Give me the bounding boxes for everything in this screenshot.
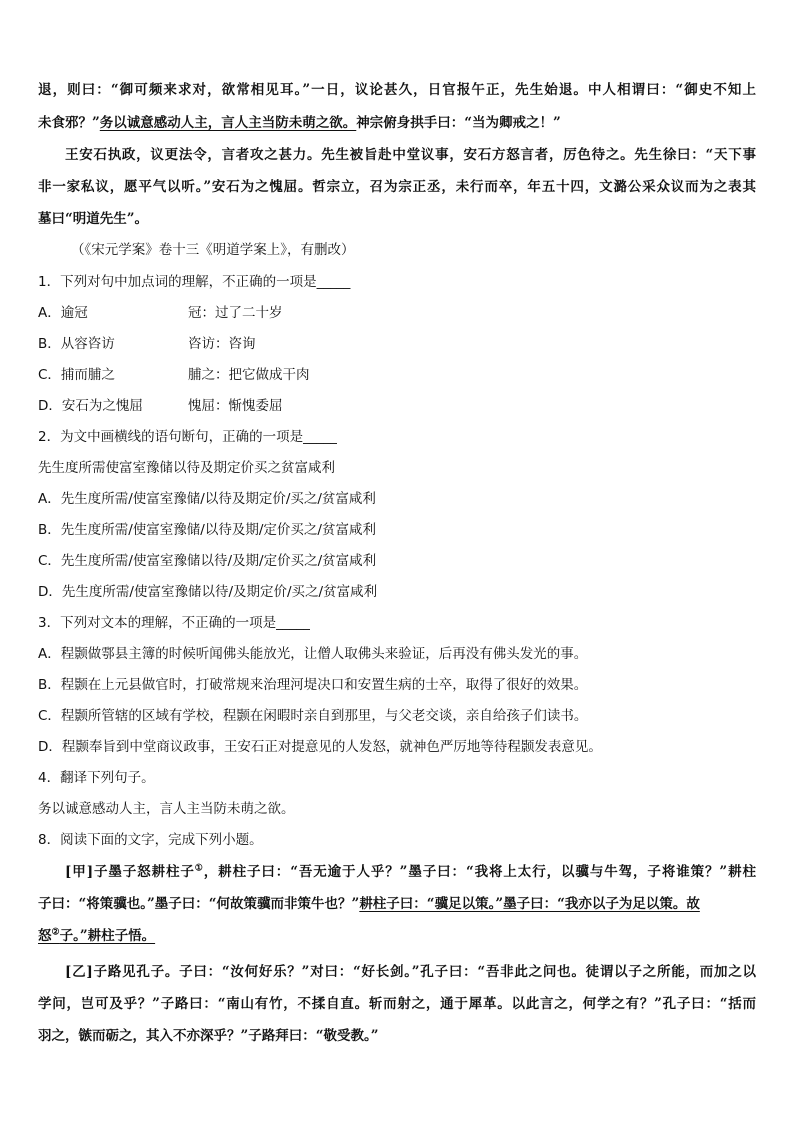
passage-source: （《宋元学案》卷十三《明道学案上》，有删改） — [71, 242, 355, 258]
question-1-option-d: D．安石为之愧屈 愧屈：惭愧委屈 — [38, 398, 283, 414]
question-2-option-d: D．先生度所需/使富室豫储以待/及期定价/买之/贫富咸利 — [38, 584, 378, 600]
passage-line-2: 未食邪？”务以诚意感动人主，言人主当防未萌之欲。神宗俯身拱手曰：“当为卿戒之！” — [38, 115, 561, 131]
question-3-stem: 3．下列对文本的理解，不正确的一项是_____ — [38, 615, 310, 631]
passage-yi-line-1: [乙]子路见孔子。子曰：“汝何好乐？”对曰：“好长剑。”孔子曰：“吾非此之问也。徒谓以子之所能，而加之以 — [65, 964, 756, 980]
passage-line-5: 墓曰“明道先生”。 — [38, 211, 149, 227]
question-4-sentence: 务以诚意感动人主，言人主当防未萌之欲。 — [38, 801, 295, 817]
question-1-option-b: B．从容咨访 咨访：咨询 — [38, 336, 256, 352]
passage-line-3: 王安石执政，议更法令，言者攻之甚力。先生被旨赴中堂议事，安石方怒言者，厉色待之。先生徐曰：“天下事 — [65, 147, 756, 163]
question-3-option-b: B．程颢在上元县做官时，打破常规来治理河堤决口和安置生病的士卒，取得了很好的效果。 — [38, 677, 588, 693]
question-2-option-c: C．先生度所需/使富室豫储以待/及期/定价买之/贫富咸利 — [38, 553, 377, 569]
passage-yi-line-3: 羽之，镞而砺之，其入不亦深乎？”子路拜曰：“敬受教。” — [38, 1028, 379, 1044]
question-8-stem: 8．阅读下面的文字，完成下列小题。 — [38, 832, 263, 848]
question-4-stem: 4．翻译下列句子。 — [38, 770, 155, 786]
question-3-option-d: D．程颢奉旨到中堂商议政事，王安石正对提意见的人发怒，就神色严厉地等待程颢发表意见。 — [38, 739, 602, 755]
question-2-option-a: A．先生度所需/使富室豫储/以待及期定价/买之/贫富咸利 — [38, 491, 376, 507]
question-2-option-b: B．先生度所需/使富室豫储/以待及期/定价买之/贫富咸利 — [38, 522, 376, 538]
passage-jia-line-3 — [38, 926, 756, 946]
passage-jia-line-1: [甲]子墨子怒耕柱子①，耕柱子曰：“吾无逾于人乎？”墨子曰：“我将上太行，以骥与牛驾，子将谁策？”耕柱 — [65, 863, 756, 880]
question-2-sentence: 先生度所需使富室豫储以待及期定价买之贫富咸利 — [38, 460, 335, 476]
underlined-sentence: 务以诚意感动人主，言人主当防未萌之欲。 — [99, 115, 357, 131]
underlined-sentence: 耕柱子曰：“骥足以策。”墨子曰：“我亦以子为足以策。故 — [359, 896, 700, 912]
footnote-marker: ② — [51, 927, 60, 938]
question-1-option-a: A．逾冠 冠：过了二十岁 — [38, 305, 283, 321]
passage-jia-line-2: 子曰：“将策骥也。”墨子曰：“何故策骥而非策牛也？”耕柱子曰：“骥足以策。”墨子曰：“我亦以子为足以策。故 — [38, 896, 700, 912]
question-2-stem: 2．为文中画横线的语句断句，正确的一项是_____ — [38, 429, 337, 445]
question-1-stem: 1．下列对句中加点词的理解，不正确的一项是_____ — [38, 274, 351, 290]
footnote-marker: ① — [194, 863, 204, 874]
question-3-option-a: A．程颢做鄠县主簿的时候听闻佛头能放光，让僧人取佛头来验证，后再没有佛头发光的事。 — [38, 646, 588, 662]
passage-yi-line-2: 学问，岂可及乎？”子路曰：“南山有竹，不揉自直。斩而射之，通于犀革。以此言之，何学之有？”孔子曰：“括而 — [38, 996, 756, 1012]
question-3-option-c: C．程颢所管辖的区域有学校，程颢在闲暇时亲自到那里，与父老交谈，亲自给孩子们读书。 — [38, 708, 588, 724]
underlined-sentence-end: 怒②子。”耕柱子悟。 — [38, 927, 156, 944]
passage-line-4: 非一家私议，愿平气以听。”安石为之愧屈。哲宗立，召为宗正丞，未行而卒，年五十四，文潞公采众议而为之表其 — [38, 179, 756, 195]
question-1-option-c: C．捕而脯之 脯之：把它做成干肉 — [38, 367, 310, 383]
passage-line-1: 退，则曰：“御可频来求对，欲常相见耳。”一日，议论甚久，日官报午正，先生始退。中人相谓曰：“御史不知上 — [38, 82, 756, 98]
